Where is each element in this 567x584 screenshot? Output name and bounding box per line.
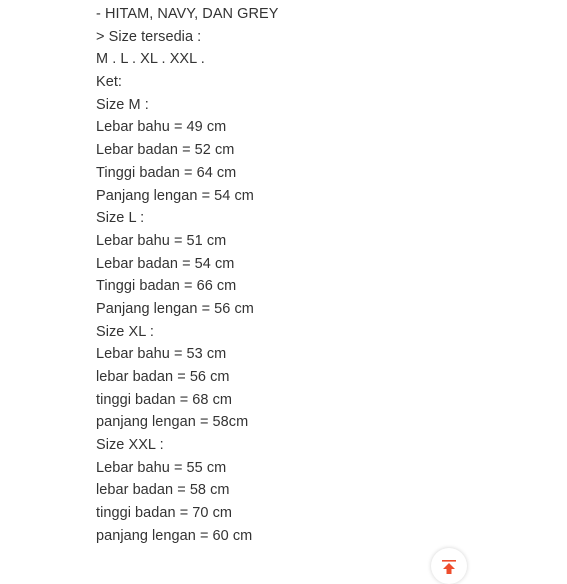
description-line: Lebar bahu = 51 cm <box>96 232 227 249</box>
description-line: Ket: <box>96 74 122 91</box>
description-line: Lebar badan = 52 cm <box>96 142 235 159</box>
description-line: Lebar bahu = 55 cm <box>96 459 227 476</box>
description-line: Panjang lengan = 54 cm <box>96 187 254 204</box>
description-line: Lebar bahu = 49 cm <box>96 119 227 136</box>
description-line: Size M : <box>96 96 149 113</box>
description-line: lebar badan = 58 cm <box>96 482 230 499</box>
description-line: Size XL : <box>96 323 154 340</box>
description-line: Panjang lengan = 56 cm <box>96 300 254 317</box>
scroll-to-top-button[interactable] <box>431 548 467 584</box>
arrow-up-to-top-icon <box>441 560 457 574</box>
description-line: tinggi badan = 68 cm <box>96 391 233 408</box>
product-description <box>96 3 278 548</box>
description-line: - HITAM, NAVY, DAN GREY <box>96 6 279 22</box>
description-line: > Size tersedia : <box>96 28 202 45</box>
description-line: Tinggi badan = 66 cm <box>96 278 237 295</box>
description-line: M . L . XL . XXL . <box>96 51 205 68</box>
description-line: panjang lengan = 58cm <box>96 414 249 431</box>
description-line: tinggi badan = 70 cm <box>96 505 233 522</box>
description-line: panjang lengan = 60 cm <box>96 527 253 544</box>
description-line: Lebar badan = 54 cm <box>96 255 235 272</box>
description-line: Tinggi badan = 64 cm <box>96 164 237 181</box>
description-line: Lebar bahu = 53 cm <box>96 346 227 363</box>
description-line: lebar badan = 56 cm <box>96 369 230 385</box>
description-line: Size L : <box>96 210 145 227</box>
description-line: Size XXL : <box>96 437 164 454</box>
